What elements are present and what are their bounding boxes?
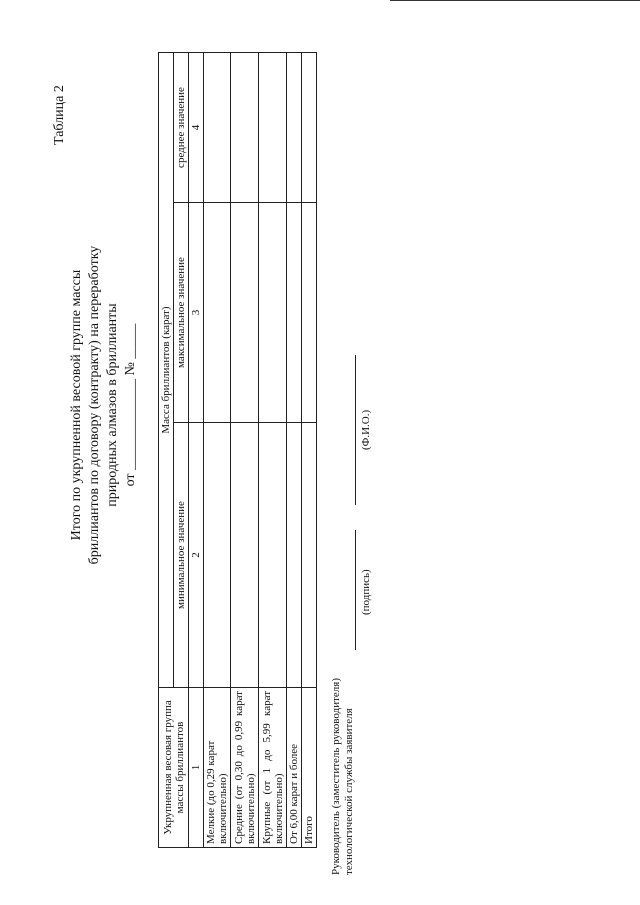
row-label: Средние (от 0,30 до 0,99 карат включительно) (231, 688, 259, 848)
signature-line (355, 530, 356, 650)
col-number: 4 (189, 53, 204, 203)
col-number: 1 (189, 688, 204, 848)
cell (302, 203, 317, 423)
cell (259, 53, 287, 203)
cell (302, 53, 317, 203)
group-header: Укрупненная весовая группа массы бриллиантов (159, 688, 189, 848)
cell (231, 53, 259, 203)
weight-group-table (158, 52, 317, 848)
cell (204, 423, 231, 688)
table-row (259, 53, 287, 848)
cell (204, 53, 231, 203)
cell (302, 423, 317, 688)
table-row (302, 53, 317, 848)
role-line: технологической службы заявителя (343, 708, 355, 875)
cell (231, 203, 259, 423)
title-line: бриллиантов по договору (контракту) на переработку (87, 245, 102, 565)
col-number: 3 (189, 203, 204, 423)
table-row (287, 53, 302, 848)
cell (287, 423, 302, 688)
mass-header: Масса бриллиантов (карат) (159, 53, 174, 688)
table-row (204, 53, 231, 848)
title-line: от _____________ № _____ (123, 323, 138, 487)
row-label: Мелкие (до 0,29 карат включительно) (204, 688, 231, 848)
cell (287, 203, 302, 423)
cell (287, 53, 302, 203)
signature-caption: (подпись) (360, 569, 372, 615)
table-label: Таблица 2 (52, 85, 67, 145)
row-label: От 6,00 карат и более (287, 688, 302, 848)
row-label: Крупные (от 1 до 5,99 карат включительно) (259, 688, 287, 848)
cell (259, 203, 287, 423)
col-number: 2 (189, 423, 204, 688)
max-header: максимальное значение (174, 203, 189, 423)
name-line (355, 355, 356, 505)
min-header: минимальное значение (174, 423, 189, 688)
cell (259, 423, 287, 688)
title-line: Итого по укрупненной весовой группе массы (69, 269, 84, 541)
table-row (231, 53, 259, 848)
document-title (68, 145, 140, 665)
signature-role (330, 678, 356, 875)
row-label: Итого (302, 688, 317, 848)
cell (204, 203, 231, 423)
title-line: природных алмазов в бриллианты (105, 303, 120, 507)
role-line: Руководитель (заместитель руководителя) (330, 678, 342, 875)
name-caption: (Ф.И.О.) (360, 409, 372, 450)
cell (231, 423, 259, 688)
avg-header: среднее значение (174, 53, 189, 203)
